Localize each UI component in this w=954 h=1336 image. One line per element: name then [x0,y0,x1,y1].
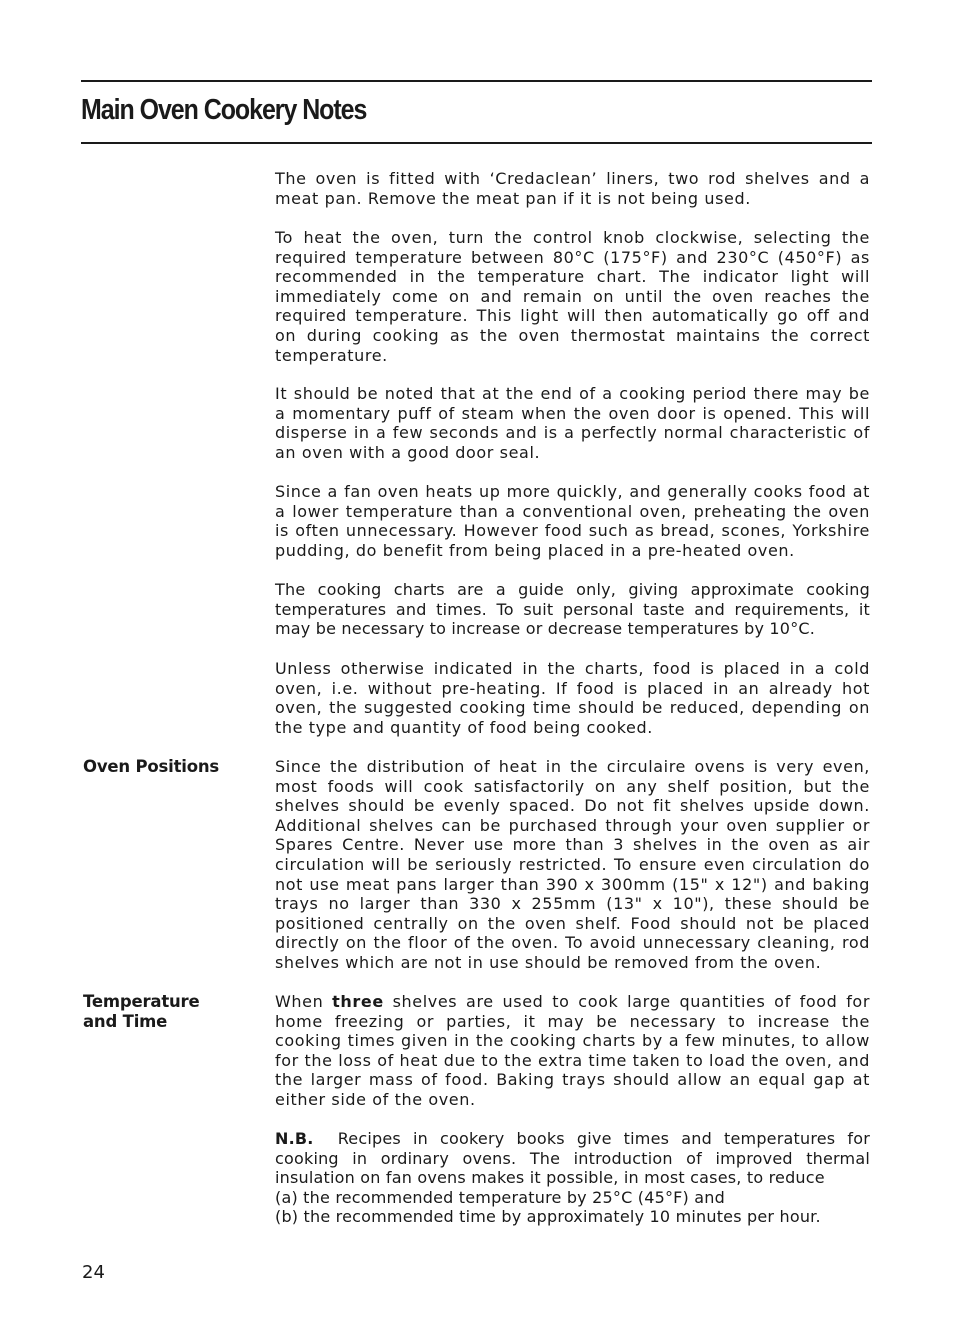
nb-point-a: (a) the recommended temperature by 25°C (45°F) and [275,1187,725,1207]
nb-note-body [275,1129,870,1188]
paragraph-charts-guide: The cooking charts are a guide only, giving approximate cooking temperatures and times. To suit personal taste and requirements, it may be necessary to increase or decrease temperatures by 10°C. [275,580,870,639]
paragraph-three-shelves [275,992,870,1110]
heading-temperature-and-time [83,992,199,1032]
page-title: Main Oven Cookery Notes [81,94,367,126]
nb-label: N.B. [275,1129,314,1148]
heading-oven-positions: Oven Positions [83,757,220,776]
heading-temperature-line2: and Time [83,1012,168,1031]
paragraph-oven-positions: Since the distribution of heat in the circulaire ovens is very even, most foods will cook satisfactorily on any shelf position, but the shelves should be evenly spaced. Do not fit shelves upside down. Additional shelves can be purchased through your oven supplier or Spares Centre. Never use more than 3 shelves in the oven as air circulation will be seriously restricted. To ensure even circulation do not use meat pans larger than 390 x 300mm (15" x 12") and baking trays no larger than 330 x 255mm (13" x 10"), these should be positioned centrally on the oven shelf. Food should not be placed directly on the floor of the oven. To avoid unnecessary cleaning, rod shelves which are not in use should be removed from the oven. [275,757,870,972]
heading-temperature-line1: Temperature [83,992,200,1011]
paragraph-steam: It should be noted that at the end of a cooking period there may be a momentary puff of steam when the oven door is opened. This will disperse in a few seconds and is a perfectly normal characteristic of an oven with a good door seal. [275,384,870,462]
paragraph-cold-oven: Unless otherwise indicated in the charts, food is placed in a cold oven, i.e. without pre-heating. If food is placed in an already hot oven, the suggested cooking time should be reduced, depending on the type and quantity of food being cooked. [275,659,870,737]
three-shelves-text-start: When [275,992,333,1011]
nb-point-b: (b) the recommended time by approximately 10 minutes per hour. [275,1207,821,1227]
nb-note [275,1129,870,1227]
paragraph-preheating: Since a fan oven heats up more quickly, and generally cooks food at a lower temperature than a conventional oven, preheating the oven is often unnecessary. However food such as bread, scones, Yorkshire pudding, do benefit from being placed in a pre-heated oven. [275,482,870,560]
nb-text: Recipes in cookery books give times and temperatures for cooking in ordinary ovens. The introduction of improved thermal insulation on fan ovens makes it possible, in most cases, to reduce [275,1129,870,1188]
three-shelves-text-end: shelves are used to cook large quantities of food for home freezing or parties, it may be necessary to increase the cooking times given in the cooking charts by a few minutes, to allow for the loss of heat due to the extra time taken to load the oven, and the larger mass of food. Baking trays should allow an equal gap at either side of the oven. [275,992,870,1109]
header-top-rule [81,80,872,82]
three-shelves-bold: three [332,992,384,1011]
paragraph-heating: To heat the oven, turn the control knob clockwise, selecting the required temperature between 80°C (175°F) and 230°C (450°F) as recommended in the temperature chart. The indicator light will immediately come on and remain on until the oven reaches the required temperature. This light will then automatically go off and on during cooking as the oven thermostat maintains the correct temperature. [275,228,870,365]
paragraph-liners: The oven is fitted with ‘Credaclean’ liners, two rod shelves and a meat pan. Remove the meat pan if it is not being used. [275,169,870,208]
header-bottom-rule [81,142,872,144]
page-number: 24 [82,1262,105,1283]
